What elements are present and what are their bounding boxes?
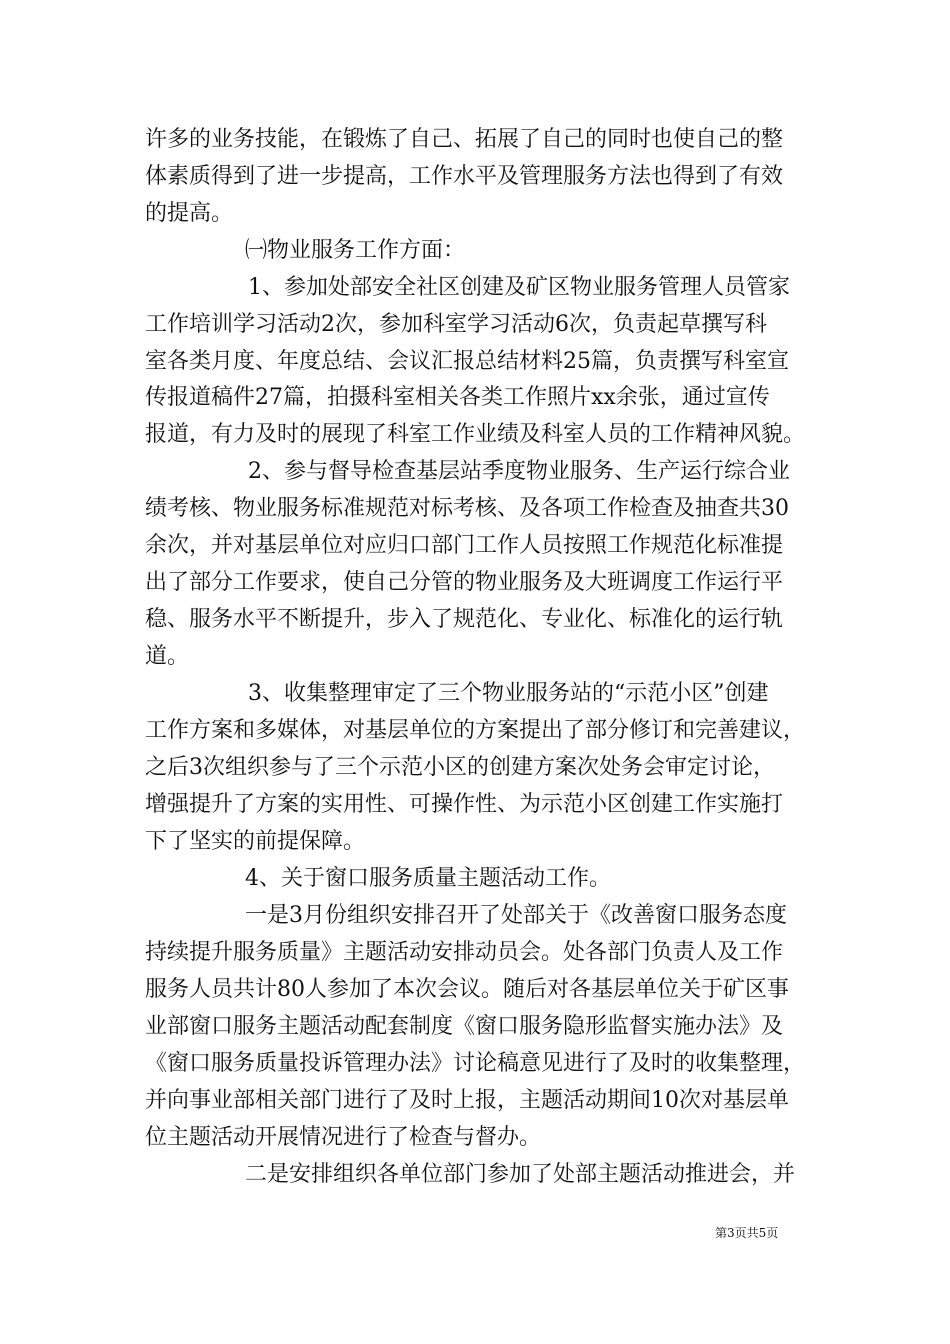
text-line: 下了坚实的前提保障。 (145, 829, 366, 854)
page-number: 第3页共5页 (715, 1226, 779, 1240)
text-line: 业部窗口服务主题活动配套制度《窗口服务隐形监督实施办法》及 (145, 1014, 784, 1039)
text-line: 报道，有力及时的展现了科室工作业绩及科室人员的工作精神风貌。 (145, 422, 806, 447)
text-line: 道。 (145, 644, 190, 669)
text-line: 1、参加处部安全社区创建及矿区物业服务管理人员管家 (248, 275, 790, 300)
text-line: 增强提升了方案的实用性、可操作性、为示范小区创建工作实施打 (145, 792, 784, 817)
text-line: 一是3月份组织安排召开了处部关于《改善窗口服务态度 (245, 903, 787, 928)
text-line: 持续提升服务质量》主题活动安排动员会。处各部门负责人及工作 (145, 940, 784, 965)
section-heading: ㈠物业服务工作方面： (245, 238, 466, 263)
text-line: 2、参与督导检查基层站季度物业服务、生产运行综合业 (248, 459, 790, 484)
text-line: 二是安排组织各单位部门参加了处部主题活动推进会，并 (245, 1162, 796, 1187)
text-line: 工作培训学习活动2次，参加科室学习活动6次，负责起草撰写科 (145, 312, 767, 337)
text-line: 《窗口服务质量投诉管理办法》讨论稿意见进行了及时的收集整理， (145, 1051, 806, 1076)
text-line: 室各类月度、年度总结、会议汇报总结材料25篇，负责撰写科室宣 (145, 349, 789, 374)
text-line: 余次，并对基层单位对应归口部门工作人员按照工作规范化标准提 (145, 533, 784, 558)
text-line: 之后3次组织参与了三个示范小区的创建方案次处务会审定讨论， (145, 755, 775, 780)
text-line: 4、关于窗口服务质量主题活动工作。 (245, 866, 611, 891)
text-line: 服务人员共计80人参加了本次会议。随后对各基层单位关于矿区事 (145, 977, 789, 1002)
text-line: 传报道稿件27篇，拍摄科室相关各类工作照片xx余张，通过宣传 (145, 385, 770, 410)
text-line: 工作方案和多媒体，对基层单位的方案提出了部分修订和完善建议， (145, 718, 806, 743)
text-line: 许多的业务技能，在锻炼了自己、拓展了自己的同时也使自己的整 (145, 127, 784, 152)
text-line: 3、收集整理审定了三个物业服务站的“示范小区”创建 (248, 681, 769, 706)
text-line: 的提高。 (145, 201, 234, 226)
text-line: 出了部分工作要求，使自己分管的物业服务及大班调度工作运行平 (145, 570, 784, 595)
text-line: 并向事业部相关部门进行了及时上报，主题活动期间10次对基层单 (145, 1088, 789, 1113)
text-line: 绩考核、物业服务标准规范对标考核、及各项工作检查及抽查共30 (145, 496, 789, 521)
text-line: 稳、服务水平不断提升，步入了规范化、专业化、标准化的运行轨 (145, 607, 784, 632)
text-line: 体素质得到了进一步提高，工作水平及管理服务方法也得到了有效 (145, 164, 784, 189)
text-line: 位主题活动开展情况进行了检查与督办。 (145, 1125, 542, 1150)
